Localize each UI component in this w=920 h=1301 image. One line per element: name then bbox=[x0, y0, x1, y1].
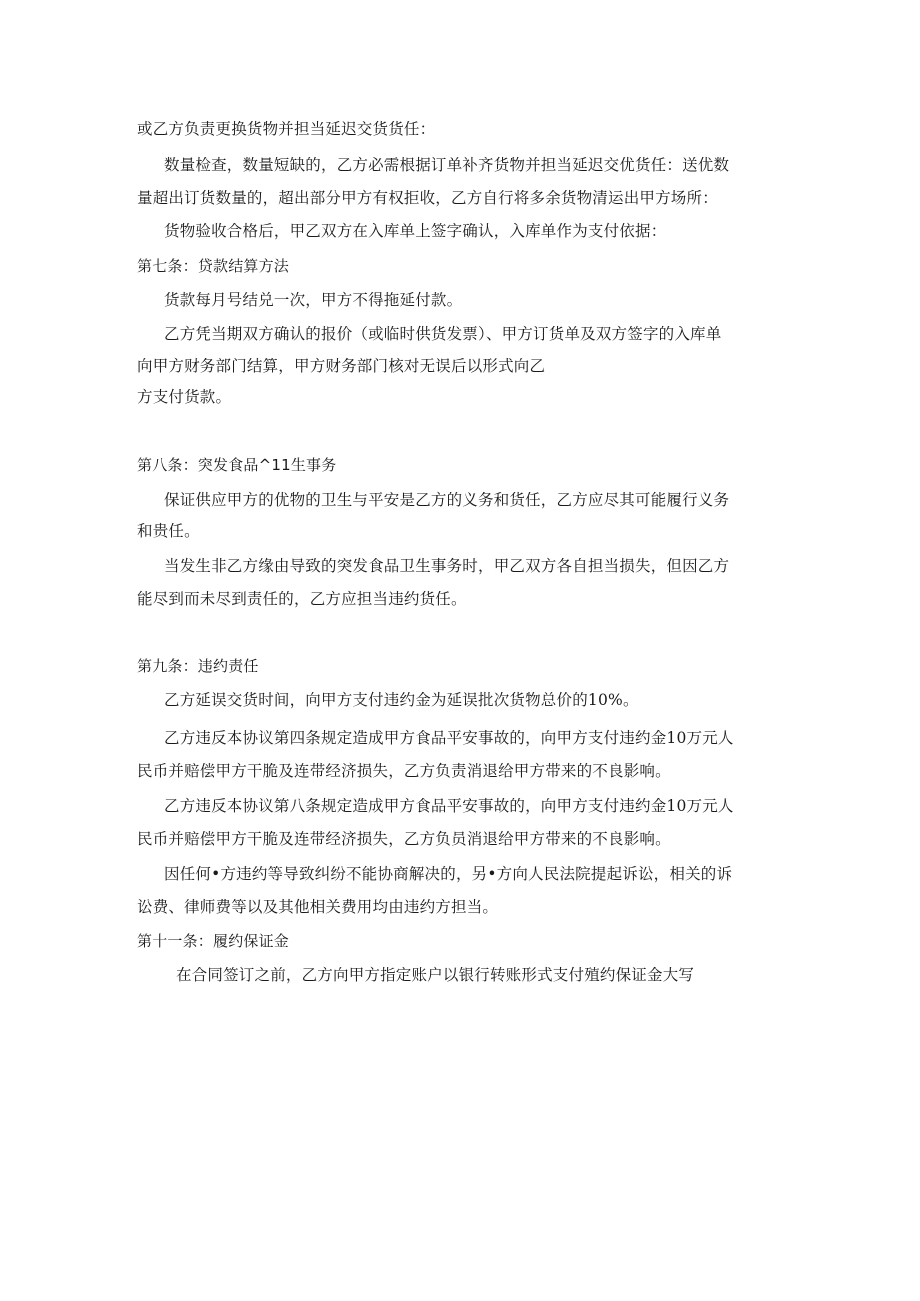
section-heading: 第七条：贷款结算方法 bbox=[137, 257, 290, 275]
paragraph-line: 讼费、律师费等以及其他相关费用均由违约方担当。 bbox=[137, 898, 499, 916]
paragraph-line: 当发生非乙方缘由导致的突发食品卫生事务时，甲乙双方各自担当损失，但因乙方 bbox=[164, 557, 730, 575]
paragraph-line: 量超出订货数量的，超出部分甲方有权拒收，乙方自行将多余货物清运出甲方场所： bbox=[137, 189, 718, 207]
section-heading: 第八条：突发食品^11生事务 bbox=[137, 456, 337, 474]
paragraph-line: 在合同签订之前，乙方向甲方指定账户以银行转账形式支付殖约保证金大写 bbox=[176, 966, 695, 984]
paragraph-line: 和贵任。 bbox=[137, 522, 200, 540]
paragraph-line: 货物验收合格后，甲乙双方在入库单上签字确认，入库单作为支付依据： bbox=[164, 222, 667, 240]
paragraph-line: 或乙方负责更换货物并担当延迟交货货任： bbox=[137, 120, 436, 138]
section-heading: 第九条：违约责任 bbox=[137, 657, 259, 675]
paragraph-line: 保证供应甲方的优物的卫生与平安是乙方的义务和货任，乙方应尽其可能履行义务 bbox=[164, 491, 730, 509]
paragraph-line: 民币并赔偿甲方干脆及连带经济损失，乙方负员消退给甲方带来的不良影响。 bbox=[137, 830, 671, 848]
paragraph-line: 乙方凭当期双方确认的报价（或临时供货发票）、甲方订货单及双方签字的入库单 bbox=[164, 325, 722, 343]
paragraph-line: 能尽到而未尽到责任的，乙方应担当违约货任。 bbox=[137, 590, 467, 608]
paragraph-line: 乙方违反本协议第四条规定造成甲方食品平安事故的，向甲方支付违约金10万元人 bbox=[164, 729, 734, 747]
paragraph-line: 因任何•方违约等导致纠纷不能协商解决的，另•方向人民法院提起诉讼，相关的诉 bbox=[164, 865, 733, 883]
section-heading: 第十一条：履约保证金 bbox=[137, 932, 290, 950]
paragraph-line: 乙方违反本协议第八条规定造成甲方食品平安事故的，向甲方支付违约金10万元人 bbox=[164, 797, 734, 815]
paragraph-line: 民币并赔偿甲方干脆及连带经济损失，乙方负责消退给甲方带来的不良影响。 bbox=[137, 762, 671, 780]
paragraph-line: 数量检查，数量短缺的，乙方必需根据订单补齐货物并担当延迟交优货任：送优数 bbox=[164, 156, 730, 174]
paragraph-line: 乙方延误交货时间，向甲方支付违约金为延误批次货物总价的10%。 bbox=[164, 691, 639, 709]
paragraph-line: 方支付货款。 bbox=[137, 388, 232, 406]
paragraph-line: 货款每月号结兑一次，甲方不得拖延付款。 bbox=[164, 291, 463, 309]
paragraph-line: 向甲方财务部门结算，甲方财务部门核对无误后以形式向乙 bbox=[137, 357, 546, 375]
